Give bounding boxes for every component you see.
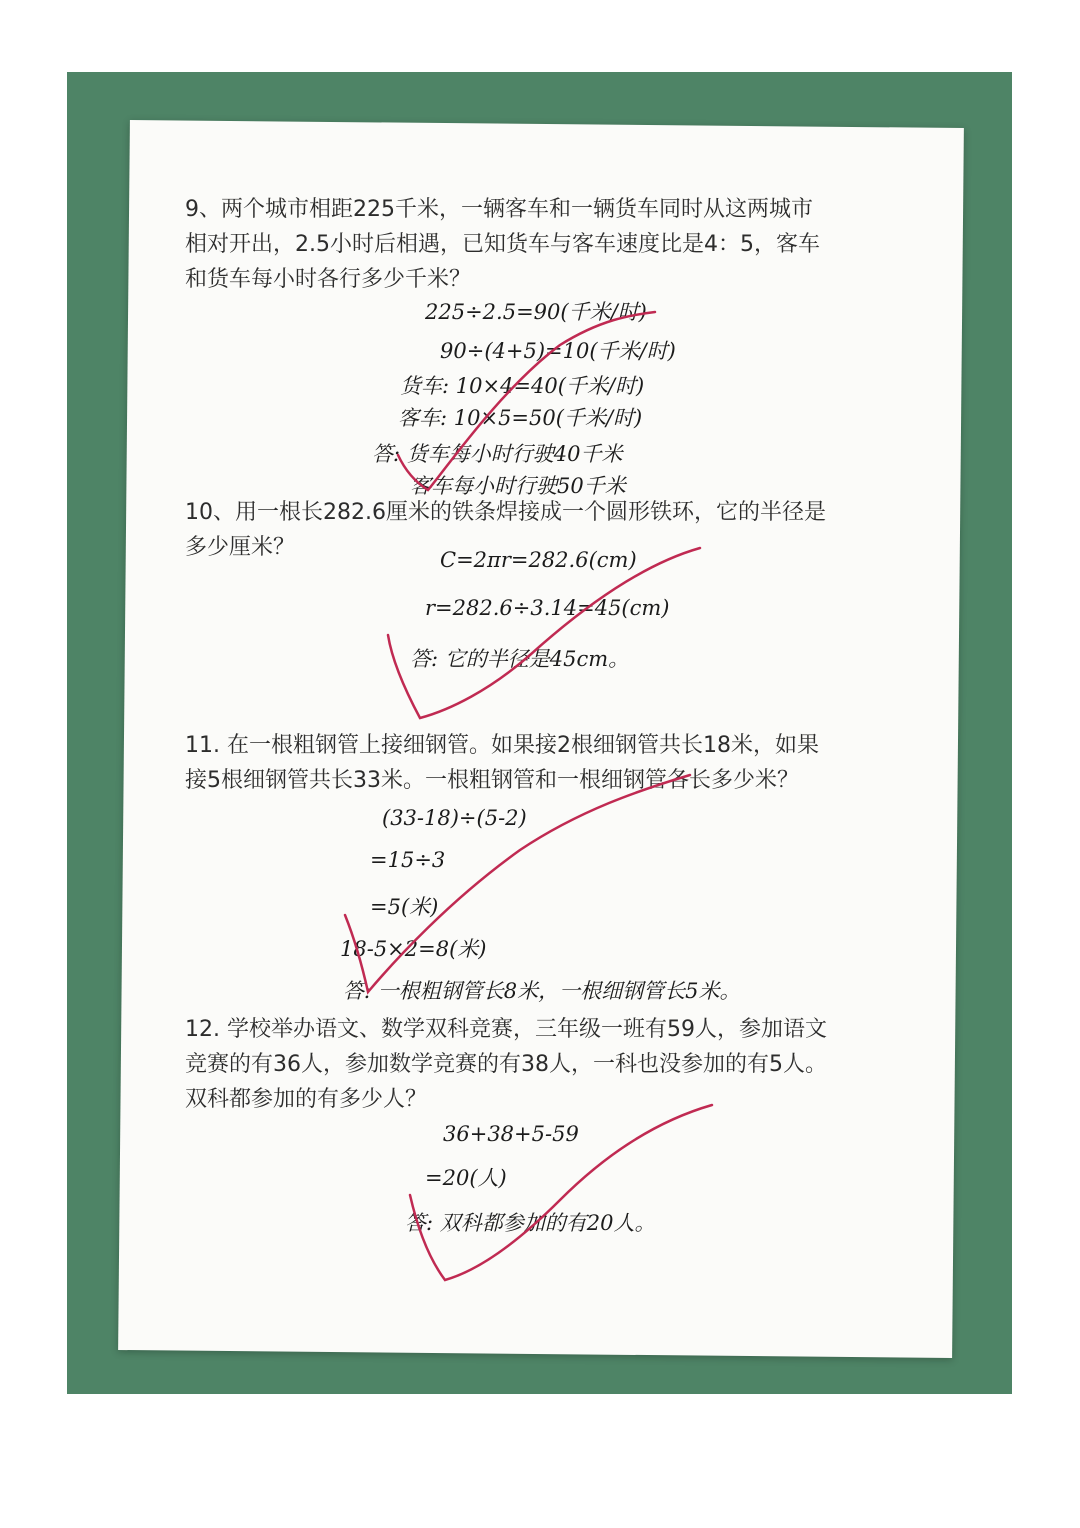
problem-11-work-step: 18-5×2=8(米) [340,937,487,961]
problem-9-work-step: 90÷(4+5)=10(千米/时) [440,339,676,363]
problem-10-work-step: r=282.6÷3.14=45(cm) [425,596,670,620]
problem-11-work-step: =15÷3 [370,848,446,872]
problem-11-line: 11. 在一根粗钢管上接细钢管。如果接2根细钢管共长18米，如果 [185,733,819,758]
problem-9-line: 相对开出，2.5小时后相遇，已知货车与客车速度比是4：5，客车 [185,232,820,257]
problem-9-answer: 客车每小时行驶50千米 [410,474,626,498]
problem-10-work-step: C=2πr=282.6(cm) [440,548,637,572]
problem-9-line: 和货车每小时各行多少千米？ [185,267,472,292]
problem-11-text [185,728,819,798]
problem-12-line: 双科都参加的有多少人？ [185,1087,428,1112]
problem-11-work-step: =5(米) [370,895,439,919]
problem-12-line: 竞赛的有36人，参加数学竞赛的有38人，一科也没参加的有5人。 [185,1052,827,1077]
problem-9-work-step: 货车: 10×4=40(千米/时) [400,374,645,398]
problem-9-work-step: 225÷2.5=90(千米/时) [425,300,647,324]
problem-12-work-step: =20(人) [425,1166,507,1190]
problem-12-answer: 答: 双科都参加的有20人。 [405,1211,656,1235]
problem-10-line: 多少厘米？ [185,535,296,560]
problem-9-work-step: 客车: 10×5=50(千米/时) [398,406,643,430]
problem-11-answer: 答: 一根粗钢管长8米，一根细钢管长5米。 [343,979,741,1003]
problem-11-work-step: (33-18)÷(5-2) [382,806,527,830]
problem-9-answer: 答: 货车每小时行驶40千米 [372,442,623,466]
problem-11-line: 接5根细钢管共长33米。一根粗钢管和一根细钢管各长多少米？ [185,768,799,793]
problem-9-line: 9、两个城市相距225千米，一辆客车和一辆货车同时从这两城市 [185,197,813,222]
problem-10-answer: 答: 它的半径是45cm。 [410,647,630,671]
problem-10-line: 10、用一根长282.6厘米的铁条焊接成一个圆形铁环，它的半径是 [185,500,826,525]
problem-9-text [185,192,820,297]
problem-12-work-step: 36+38+5-59 [443,1122,579,1146]
problem-12-text [185,1012,827,1117]
problem-12-line: 12. 学校举办语文、数学双科竞赛，三年级一班有59人，参加语文 [185,1017,827,1042]
